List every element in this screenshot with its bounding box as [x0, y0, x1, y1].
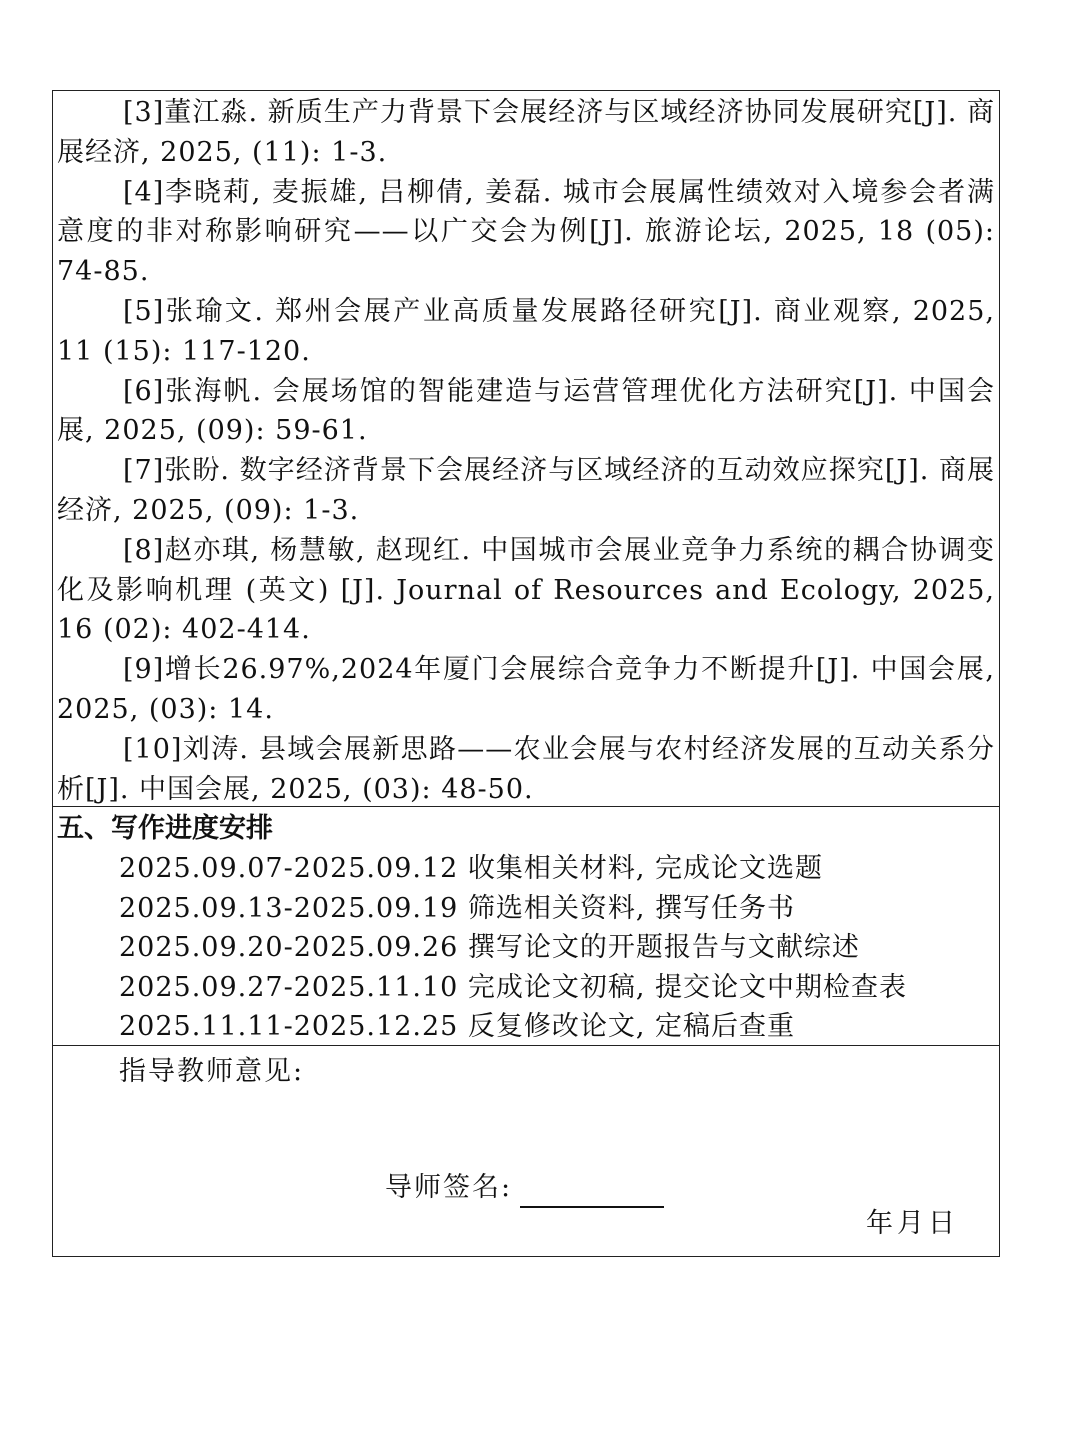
schedule-item: 2025.09.07-2025.09.12 收集相关材料, 完成论文选题	[119, 853, 824, 884]
reference-item: [3]董江淼. 新质生产力背景下会展经济与区域经济协同发展研究[J]. 商展经济, 2025, (11): 1-3.	[57, 97, 995, 168]
schedule-item: 2025.09.20-2025.09.26 撰写论文的开题报告与文献综述	[119, 932, 860, 963]
reference-item: [9]增长26.97%,2024年厦门会展综合竞争力不断提升[J]. 中国会展, 2025, (03): 14.	[57, 654, 995, 725]
reference-item: [10]刘涛. 县域会展新思路——农业会展与农村经济发展的互动关系分析[J]. 中国会展, 2025, (03): 48-50.	[57, 733, 995, 805]
schedule-title: 五、写作进度安排	[57, 813, 273, 844]
schedule-item: 2025.11.11-2025.12.25 反复修改论文, 定稿后查重	[119, 1011, 796, 1042]
reference-item: [8]赵亦琪, 杨慧敏, 赵现红. 中国城市会展业竞争力系统的耦合协调变化及影响机理 (英文) [J]. Journal of Resources and Ecology, 2025, 16 (02): 402-414.	[57, 534, 995, 646]
schedule-item: 2025.09.27-2025.11.10 完成论文初稿, 提交论文中期检查表	[119, 971, 908, 1003]
schedule-item: 2025.09.13-2025.09.19 筛选相关资料, 撰写任务书	[119, 892, 796, 924]
advisor-opinion-section	[53, 1046, 999, 1256]
reference-item: [4]李晓莉, 麦振雄, 吕柳倩, 姜磊. 城市会展属性绩效对入境参会者满意度的非对称影响研究——以广交会为例[J]. 旅游论坛, 2025, 18 (05): 74-85.	[57, 176, 995, 288]
date-label: 年月日	[866, 1208, 959, 1239]
advisor-opinion-label: 指导教师意见:	[119, 1056, 305, 1087]
references-section	[53, 91, 999, 807]
reference-item: [6]张海帆. 会展场馆的智能建造与运营管理优化方法研究[J]. 中国会展, 2025, (09): 59-61.	[57, 375, 995, 447]
reference-item: [7]张盼. 数字经济背景下会展经济与区域经济的互动效应探究[J]. 商展经济, 2025, (09): 1-3.	[57, 455, 995, 526]
advisor-signature-row	[385, 1168, 664, 1208]
proposal-form-table	[52, 90, 1000, 1257]
writing-schedule-section	[53, 807, 999, 1046]
signature-blank-line[interactable]	[520, 1176, 664, 1208]
signature-label: 导师签名:	[385, 1172, 513, 1203]
reference-item: [5]张瑜文. 郑州会展产业高质量发展路径研究[J]. 商业观察, 2025, 11 (15): 117-120.	[57, 295, 995, 367]
